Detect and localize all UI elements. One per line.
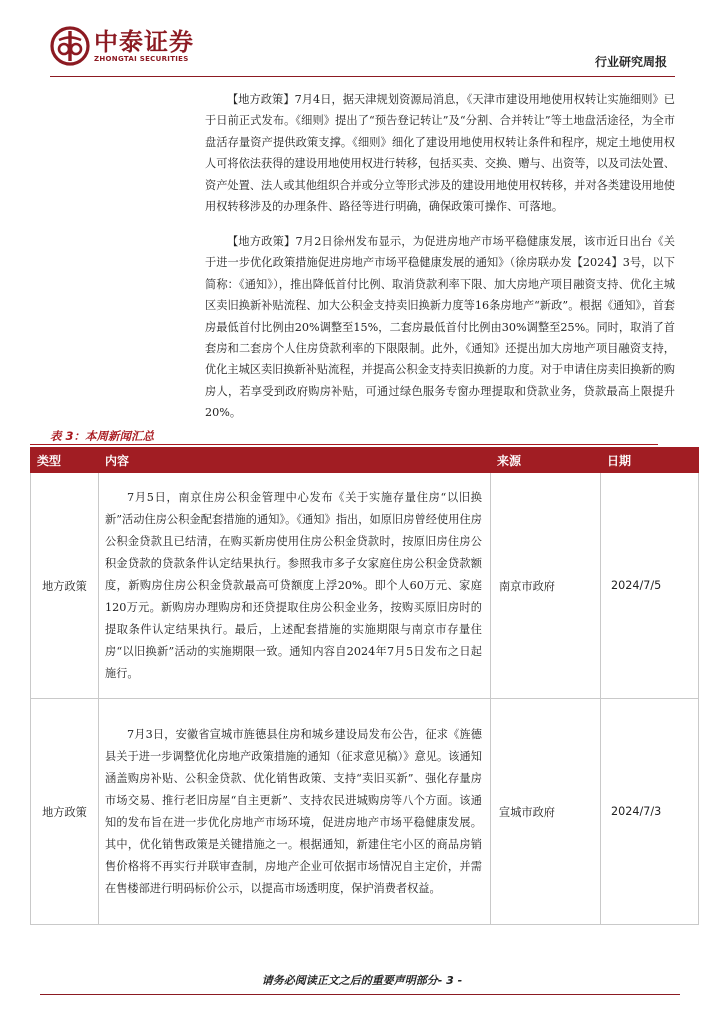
table-row <box>31 699 699 925</box>
company-logo <box>50 26 194 66</box>
report-type-label: 行业研究周报 <box>594 55 667 69</box>
cell-type: 地方政策 <box>31 699 99 925</box>
page-header <box>0 0 724 80</box>
table-header-row <box>31 448 699 473</box>
logo-chinese-name: 中泰证券 <box>94 27 194 56</box>
cell-content: 7月5日，南京住房公积金管理中心发布《关于实施存量住房“以旧换新”活动住房公积金配套措施的通知》。《通知》指出，如原旧房曾经使用住房公积金贷款且已结清，在购买新房使用住房公积金贷款时，按原旧房住房公积金贷款的贷款条件认定结果执行。参照我市多子女家庭住房公积金贷款额度，新购房住房公积金贷款最高可贷额度上浮20%。即个人60万元、家庭120万元。新购房办理购房和还贷提取住房公积金业务，按购买原旧房时的提取条件认定结果执行。最后，上述配套措施的实施期限与南京市存量住房“以旧换新”活动的实施期限一致。通知内容自2024年7月5日发布之日起施行。 <box>99 473 491 699</box>
cell-date: 2024/7/3 <box>601 699 699 925</box>
disclaimer-footer: 请务必阅读正文之后的重要声明部分- 3 - <box>261 974 463 987</box>
footer-divider <box>40 994 680 995</box>
header-date: 日期 <box>601 448 699 473</box>
header-type: 类型 <box>31 448 99 473</box>
cell-source: 南京市政府 <box>491 473 601 699</box>
header-source: 来源 <box>491 448 601 473</box>
logo-english-name: ZHONGTAI SECURITIES <box>94 54 189 63</box>
news-summary-table <box>30 447 699 925</box>
zhongtai-logo-icon <box>50 26 90 66</box>
header-content: 内容 <box>99 448 491 473</box>
cell-date: 2024/7/5 <box>601 473 699 699</box>
cell-content: 7月3日，安徽省宣城市旌德县住房和城乡建设局发布公告，征求《旌德县关于进一步调整优化房地产政策措施的通知（征求意见稿）》意见。该通知涵盖购房补贴、公积金贷款、优化销售政策、支持“卖旧买新”、强化存量房市场交易、推行老旧房屋“自主更新”、支持农民进城购房等八个方面。该通知的发布旨在进一步优化房地产市场环境，促进房地产市场平稳健康发展。其中，优化销售政策是关键措施之一。根据通知，新建住宅小区的商品房销售价格将不再实行并联审查制，房地产企业可依据市场情况自主定价，并需在售楼部进行明码标价公示，以提高市场透明度，保护消费者权益。 <box>99 699 491 925</box>
cell-type: 地方政策 <box>31 473 99 699</box>
header-divider <box>50 76 675 77</box>
caption-divider <box>30 444 658 445</box>
table-row <box>31 473 699 699</box>
table-caption: 表 3：本周新闻汇总 <box>50 429 155 443</box>
cell-source: 宣城市政府 <box>491 699 601 925</box>
policy-paragraph-tianjin: 【地方政策】7月4日，据天津规划资源局消息，《天津市建设用地使用权转让实施细则》已于日前正式发布。《细则》提出了“预告登记转让”及“分割、合并转让”等土地盘活途径，为全市盘活存量资产提供政策支撑。《细则》细化了建设用地使用权转让条件和程序，规定土地使用权人可将依法获得的建设用地使用权进行转移，包括买卖、交换、赠与、出资等，以及司法处置、资产处置、法人或其他组织合并或分立等形式涉及的建设用地使用权转移，并对各类建设用地使用权转移涉及的办理条件、路径等进行明确，确保政策可操作、可落地。 <box>205 93 675 214</box>
policy-paragraph-xuzhou: 【地方政策】7月2日徐州发布显示，为促进房地产市场平稳健康发展，该市近日出台《关于进一步优化政策措施促进房地产市场平稳健康发展的通知》（徐房联办发【2024】3号，以下简称：《通知》），推出降低首付比例、取消贷款利率下限、加大房地产项目融资支持、优化主城区卖旧换新补贴流程、加大公积金支持卖旧换新力度等16条房地产“新政”。根据《通知》，首套房最低首付比例由20%调整至15%，二套房最低首付比例由30%调整至25%。同时，取消了首套房和二套房个人住房贷款利率的下限限制。此外，《通知》还提出加大房地产项目融资支持，优化主城区卖旧换新补贴流程，并提高公积金支持卖旧换新的力度。对于申请住房卖旧换新的购房人，若享受到政府购房补贴，可通过绿色服务专窗办理提取和贷款业务，贷款最高上限提升20%。 <box>205 235 675 420</box>
